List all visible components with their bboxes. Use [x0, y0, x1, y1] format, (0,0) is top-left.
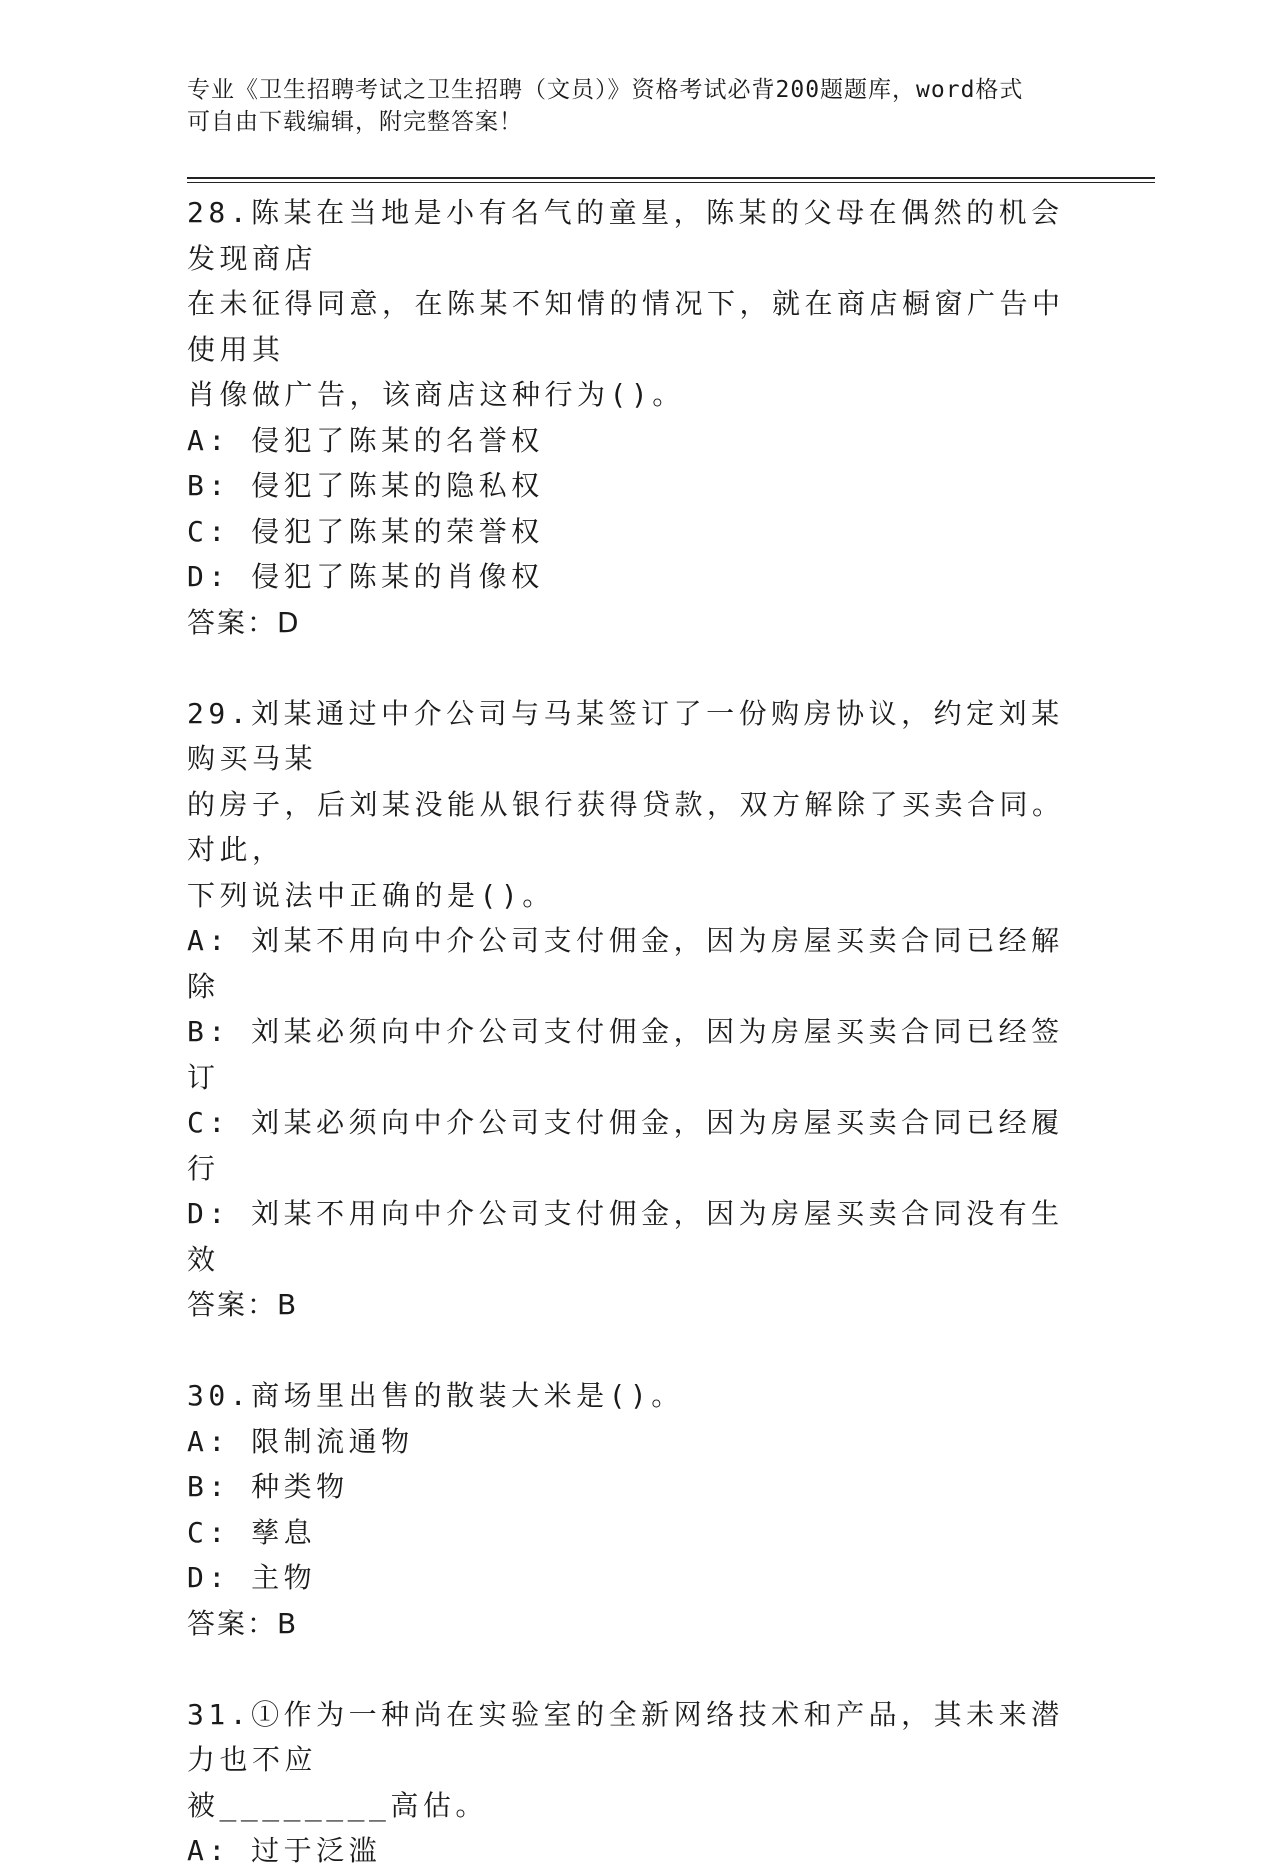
question-stem-line: 的房子，后刘某没能从银行获得贷款，双方解除了买卖合同。对此， [187, 787, 1065, 866]
answer-line: 答案：B [187, 1288, 299, 1321]
question-stem-line: 下列说法中正确的是()。 [187, 878, 555, 912]
option-d: D: 主物 [187, 1561, 317, 1594]
question-31 [187, 1692, 1087, 1874]
header-divider-thick [187, 177, 1155, 179]
option-b: B: 侵犯了陈某的隐私权 [187, 469, 544, 502]
question-list [187, 190, 1087, 1874]
question-spacer [187, 1646, 1087, 1692]
question-spacer [187, 645, 1087, 691]
question-stem-line: 30.商场里出售的散装大米是()。 [187, 1379, 684, 1412]
header-line-1: 专业《卫生招聘考试之卫生招聘（文员）》资格考试必背200题题库，word格式 [187, 77, 1024, 103]
question-stem-line: 被________高估。 [187, 1788, 488, 1822]
header-divider-thin [187, 182, 1155, 183]
option-a: A: 过于泛滥 [187, 1834, 382, 1867]
option-c: C: 侵犯了陈某的荣誉权 [187, 514, 544, 548]
option-c: C: 孳息 [187, 1515, 317, 1549]
option-a: A: 限制流通物 [187, 1424, 414, 1458]
option-d: D: 刘某不用向中介公司支付佣金，因为房屋买卖合同没有生效 [187, 1197, 1064, 1276]
document-header [187, 74, 1087, 138]
question-stem-line: 28.陈某在当地是小有名气的童星，陈某的父母在偶然的机会发现商店 [187, 196, 1064, 275]
question-stem-line: 29.刘某通过中介公司与马某签订了一份购房协议，约定刘某购买马某 [187, 696, 1064, 775]
question-28 [187, 190, 1087, 645]
header-line-2: 可自由下载编辑，附完整答案！ [187, 109, 523, 135]
question-29 [187, 691, 1087, 1328]
option-c: C: 刘某必须向中介公司支付佣金，因为房屋买卖合同已经履行 [187, 1106, 1064, 1185]
option-d: D: 侵犯了陈某的肖像权 [187, 560, 544, 593]
option-b: B: 种类物 [187, 1470, 349, 1503]
option-a: A: 刘某不用向中介公司支付佣金，因为房屋买卖合同已经解除 [187, 924, 1064, 1003]
option-b: B: 刘某必须向中介公司支付佣金，因为房屋买卖合同已经签订 [187, 1015, 1064, 1094]
question-spacer [187, 1328, 1087, 1374]
answer-line: 答案：D [187, 605, 301, 639]
question-30 [187, 1373, 1087, 1646]
answer-line: 答案：B [187, 1606, 299, 1640]
question-stem-line: 31.①作为一种尚在实验室的全新网络技术和产品，其未来潜力也不应 [187, 1697, 1064, 1776]
question-stem-line: 在未征得同意，在陈某不知情的情况下，就在商店橱窗广告中使用其 [187, 287, 1065, 366]
option-a: A: 侵犯了陈某的名誉权 [187, 423, 544, 457]
question-stem-line: 肖像做广告，该商店这种行为()。 [187, 378, 685, 411]
